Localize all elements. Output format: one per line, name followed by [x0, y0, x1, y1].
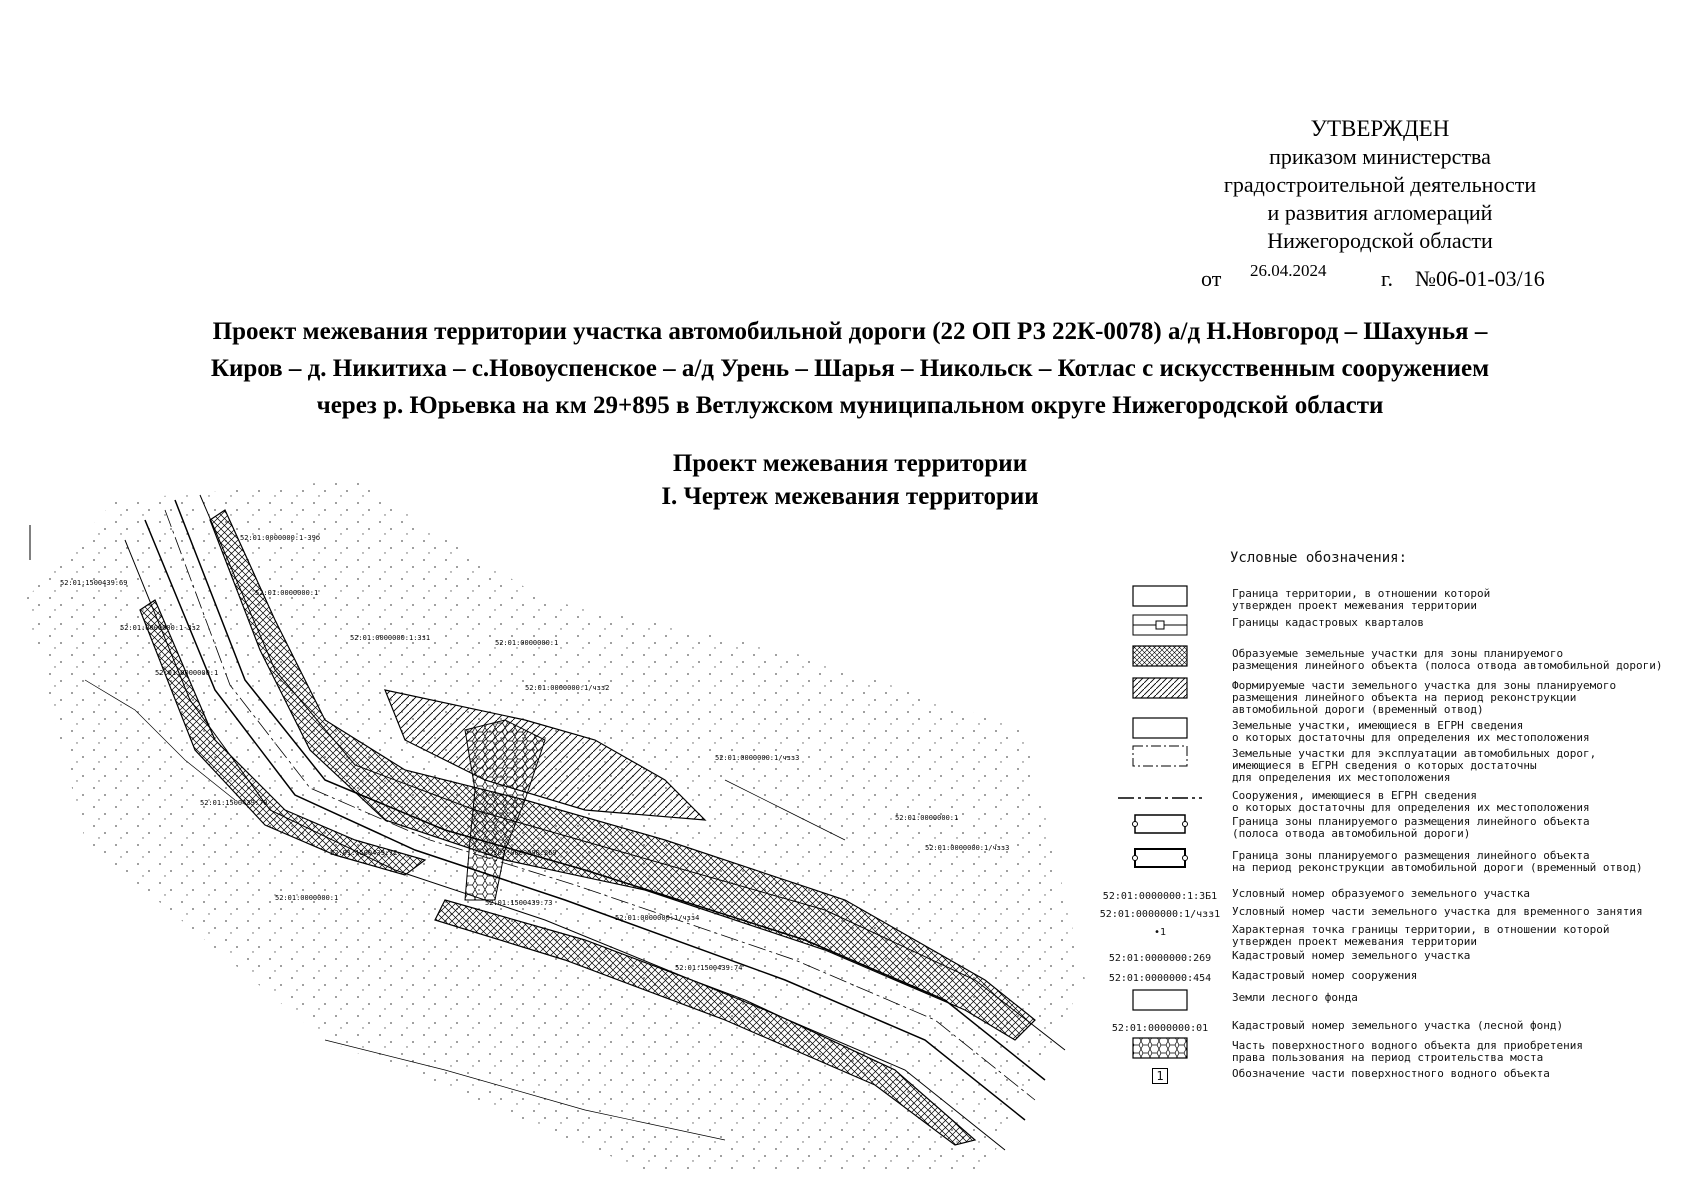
title-line: через р. Юрьевка на км 29+895 в Ветлужском муниципальном округе Нижегородской области	[316, 392, 1384, 419]
approval-line: приказом министерства	[1269, 144, 1491, 169]
legend-label: Земельные участки, имеющиеся в ЕГРН сведения о которых достаточны для определения их местоположения	[1232, 719, 1590, 744]
map-label: 52:01:0000000:1/чзз3	[715, 754, 800, 762]
legend-code: 52:01:0000000:01	[1111, 1022, 1209, 1034]
map-label: 52:01:0000000:1	[255, 589, 319, 597]
legend-label: Земельные участки для эксплуатации автомобильных дорог, имеющиеся в ЕГРН сведения о которых достаточны для определения их местоположения	[1232, 747, 1597, 784]
legend-label: Условный номер образуемого земельного участка	[1232, 887, 1531, 900]
map-label: 52:01:0000000:1/чзз2	[525, 684, 610, 692]
approval-heading: УТВЕРЖДЕН	[1310, 116, 1450, 141]
legend-code: 52:01:0000000:454	[1108, 972, 1212, 984]
title-line: Проект межевания территории участка автомобильной дороги (22 ОП РЗ 22К-0078) а/д Н.Новгород – Шахунья –	[212, 318, 1488, 345]
map-label: 52:01:0000000:1/чзз4	[615, 914, 700, 922]
legend-label: Кадастровый номер сооружения	[1232, 969, 1418, 982]
map-label: 52:01:0000000:1	[275, 894, 339, 902]
map-label: 52:01:0000000:1-39б	[240, 534, 321, 542]
subtitle-line: I. Чертеж межевания территории	[661, 483, 1039, 510]
map-label: 52:01:1500439:69	[60, 579, 128, 587]
survey-drawing	[25, 480, 1085, 1180]
legend-label: Характерная точка границы территории, в отношении которой утвержден проект межевания территории	[1232, 923, 1610, 948]
legend-title: Условные обозначения:	[1230, 550, 1408, 566]
legend-label: Кадастровый номер земельного участка (лесной фонд)	[1232, 1019, 1564, 1032]
subtitle-line: Проект межевания территории	[672, 450, 1028, 477]
year-suffix: г.	[1381, 266, 1394, 291]
legend-code: •1	[1153, 926, 1167, 938]
order-number: №06-01-03/16	[1415, 266, 1545, 291]
legend-label: Условный номер части земельного участка для временного занятия	[1232, 905, 1643, 918]
legend-label: Граница территории, в отношении которой утвержден проект межевания территории	[1232, 587, 1491, 612]
legend-label: Граница зоны планируемого размещения линейного объекта на период реконструкции автомобильной дороги (временный отвод)	[1232, 849, 1643, 874]
map-label: 52:01:0000000:1	[155, 669, 219, 677]
approval-date-line	[1185, 257, 1575, 291]
cadastral-block-boundary-icon	[1090, 608, 1230, 642]
legend-label: Граница зоны планируемого размещения линейного объекта (полоса отвода автомобильной дороги)	[1232, 815, 1590, 840]
title-line: Киров – д. Никитиха – с.Новоуспенское – а/д Урень – Шарья – Никольск – Котлас с искусственным сооружением	[210, 355, 1490, 382]
legend-label: Образуемые земельные участки для зоны планируемого размещения линейного объекта (полоса отвода автомобильной дороги)	[1232, 647, 1663, 672]
diagonal-hatch-rect-icon	[1090, 671, 1230, 705]
map-label: 52:01:0000000:1:3з1	[350, 634, 431, 642]
map-label: 52:01:1500439:74	[675, 964, 743, 972]
approval-line: и развития агломераций	[1267, 200, 1493, 225]
legend-code: 52:01:0000000:1:3Б1	[1102, 890, 1218, 902]
crosshatch-rect-icon	[1090, 639, 1230, 673]
legend-label: Кадастровый номер земельного участка	[1232, 949, 1471, 962]
map-label: 52:01:0000000:1-3з2	[120, 624, 201, 632]
dashdot-rect-icon	[1090, 739, 1230, 773]
map-label: 52:01:1500439:72	[330, 849, 398, 857]
legend-label: Земли лесного фонда	[1232, 991, 1358, 1004]
legend-label: Границы кадастровых кварталов	[1232, 616, 1425, 629]
ot-label: от	[1201, 266, 1222, 291]
legend-label: Сооружения, имеющиеся в ЕГРН сведения о которых достаточны для определения их местоположения	[1232, 789, 1590, 814]
map-label: 52:01:1500439:70	[200, 799, 268, 807]
zone-boundary-rect-temp-icon	[1090, 841, 1230, 875]
legend-label: Формируемые части земельного участка для зоны планируемого размещения линейного объекта на период реконструкции автомобильной дороги (временный отвод)	[1232, 679, 1617, 716]
legend-code: 1	[1152, 1068, 1167, 1084]
document-title	[80, 313, 1620, 424]
approval-date: 26.04.2024	[1250, 261, 1327, 280]
map-label: 52:01:0000000:269	[485, 849, 557, 857]
approval-block	[1185, 115, 1575, 291]
approval-line: Нижегородской области	[1267, 228, 1493, 253]
legend-label: Часть поверхностного водного объекта для приобретения права пользования на период строительства моста	[1232, 1039, 1583, 1064]
legend-code: 52:01:0000000:1/чзз1	[1099, 908, 1221, 920]
approval-line: градостроительной деятельности	[1223, 172, 1537, 197]
map-label: 52:01:0000000:1/чзз3	[925, 844, 1010, 852]
map-label: 52:01:0000000:1	[895, 814, 959, 822]
numbered-box-icon	[1090, 1059, 1230, 1093]
legend-label: Обозначение части поверхностного водного объекта	[1232, 1067, 1550, 1080]
map-label: 52:01:1500439:73	[485, 899, 553, 907]
legend-code: 52:01:0000000:269	[1108, 952, 1212, 964]
zone-boundary-rect-icon	[1090, 807, 1230, 841]
map-label: 52:01:0000000:1	[495, 639, 559, 647]
